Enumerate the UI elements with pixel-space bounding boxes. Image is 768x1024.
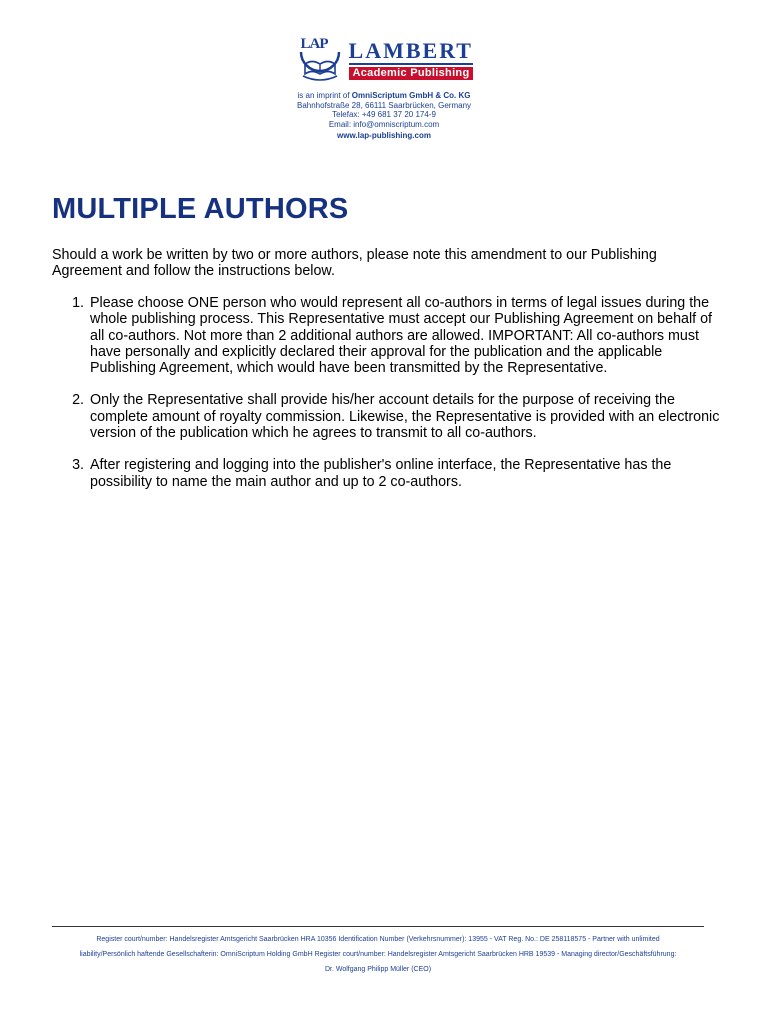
instruction-list <box>52 295 722 506</box>
imprint-company: OmniScriptum GmbH & Co. KG <box>351 91 471 100</box>
email-line: Email: info@omniscriptum.com <box>328 119 440 129</box>
footer-line: liability/Persönlich haftende Gesellschafterin: OmniScriptum Holding GmbH Register court/number: Handelsregister Amtsgericht Saarbrücken HRB 19539 - Managing director/Geschäftsführung: <box>79 951 677 958</box>
logo-badge: LAP <box>300 36 328 52</box>
imprint-prefix: is an imprint of <box>297 91 350 100</box>
legal-footer <box>52 926 704 977</box>
page-title: MULTIPLE AUTHORS <box>52 193 349 225</box>
list-item-number: 1. <box>72 295 84 311</box>
list-item-number: 3. <box>72 457 84 474</box>
publisher-logo <box>295 36 474 84</box>
list-item <box>52 457 722 490</box>
footer-line: Register court/number: Handelsregister Amtsgericht Saarbrücken HRA 10356 Identification Number (Verkehrsnummer): 13955 - VAT Reg. No.: DE 258118575 - Partner with unlimited <box>96 936 660 943</box>
letterhead <box>0 36 768 141</box>
list-item-text: Only the Representative shall provide his/her account details for the purpose of receiving the complete amount of royalty commission. Likewise, the Representative is provided with an electronic version of the publication which he agrees to transmit to all co-authors. <box>90 392 720 442</box>
logo-subtitle: Academic Publishing <box>349 67 474 80</box>
footer-line: Dr. Wolfgang Philipp Müller (CEO) <box>324 966 432 973</box>
list-item-number: 2. <box>72 392 84 409</box>
list-item-text: After registering and logging into the publisher's online interface, the Representative has the possibility to name the main author and up to 2 co-authors. <box>90 457 672 490</box>
book-emblem-icon <box>295 36 345 84</box>
website-link[interactable]: www.lap-publishing.com <box>337 131 431 140</box>
list-item <box>52 295 722 376</box>
address-line: Bahnhofstraße 28, 66111 Saarbrücken, Germany <box>296 100 472 110</box>
list-item <box>52 392 722 441</box>
contact-block <box>0 91 768 141</box>
list-item-text: Please choose ONE person who would represent all co-authors in terms of legal issues during the whole publishing process. This Representative must accept our Publishing Agreement on behalf of all co-authors. Not more than 2 additional authors are allowed. IMPORTANT: All co-authors must have personally and explicitly declared their approval for the publication and the applicable Publishing Agreement, which would have been transmitted by the Representative. <box>90 295 713 377</box>
telefax-line: Telefax: +49 681 37 20 174-9 <box>332 110 436 119</box>
intro-paragraph: Should a work be written by two or more authors, please note this amendment to our Publishing Agreement and follow the instructions below. <box>52 247 657 280</box>
imprint-line <box>0 91 768 101</box>
logo-wordmark: LAMBERT <box>348 38 473 63</box>
